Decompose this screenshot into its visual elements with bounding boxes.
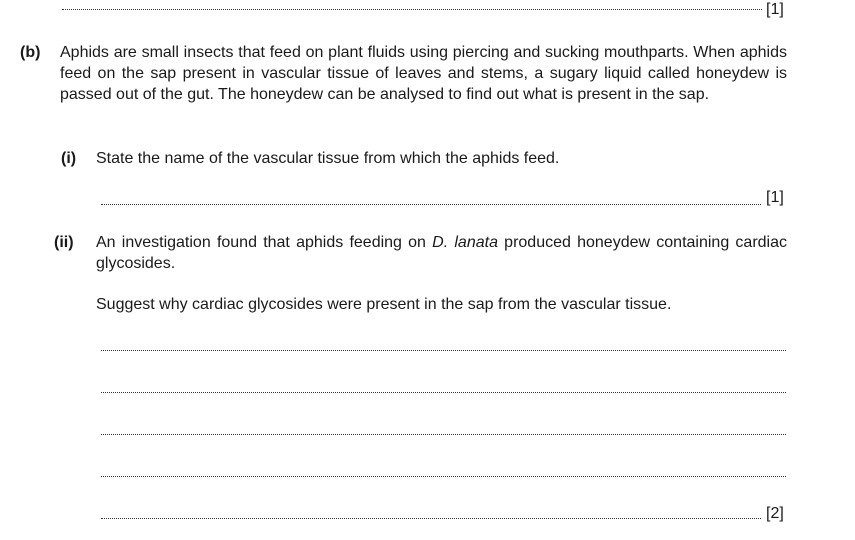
part-ii-question: Suggest why cardiac glycosides were present in the sap from the vascular tissue. (96, 296, 672, 313)
part-ii-label: (ii) (54, 234, 74, 251)
part-ii-text-before: An investigation found that aphids feeding on (96, 234, 433, 251)
part-ii-text (96, 232, 787, 274)
answer-line-previous[interactable] (62, 9, 762, 10)
part-i-question: State the name of the vascular tissue from which the aphids feed. (96, 150, 560, 167)
marks-previous: [1] (766, 1, 784, 18)
species-name: D. lanata (432, 234, 498, 251)
answer-line-ii-4[interactable] (101, 476, 786, 477)
part-i-label: (i) (61, 150, 77, 167)
marks-i: [1] (766, 189, 784, 206)
answer-line-i[interactable] (101, 204, 761, 205)
answer-line-ii-2[interactable] (101, 392, 786, 393)
part-b-label: (b) (20, 44, 41, 61)
answer-line-ii-3[interactable] (101, 434, 786, 435)
answer-line-ii-1[interactable] (101, 350, 786, 351)
part-ii-text-after: produced honeydew containing cardiac glycosides. (96, 234, 787, 272)
marks-ii: [2] (766, 505, 784, 522)
answer-line-ii-5[interactable] (101, 518, 761, 519)
part-b-text: Aphids are small insects that feed on plant fluids using piercing and sucking mouthparts. When aphids feed on the sap present in vascular tissue of leaves and stems, a sugary liquid called honeydew is passed out of the gut. The honeydew can be analysed to find out what is present in the sap. (60, 44, 787, 103)
